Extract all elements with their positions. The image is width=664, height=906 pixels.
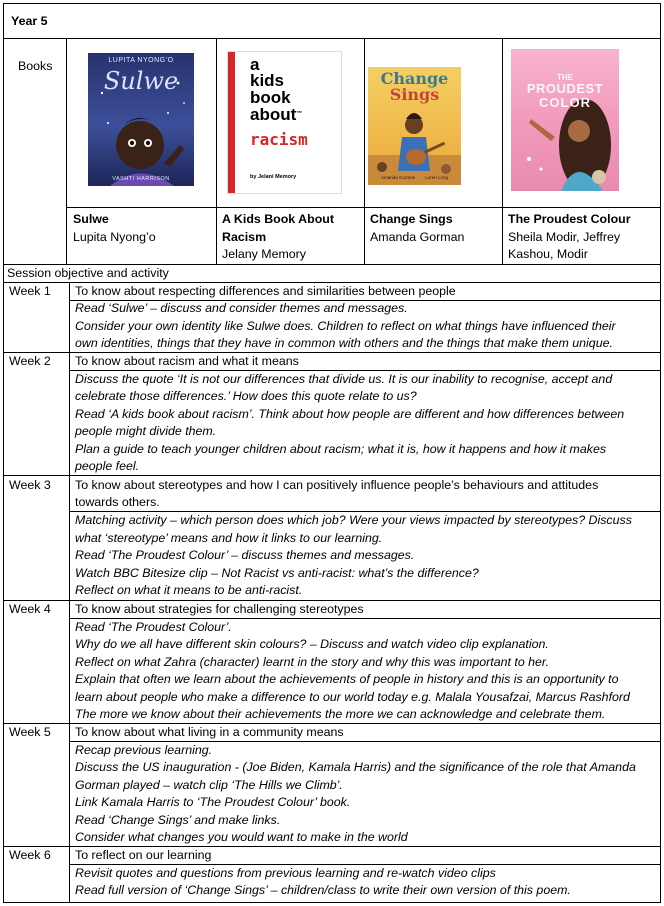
proudest-cover-title-1: THE	[557, 73, 573, 82]
week-activity-line: Recap previous learning.	[75, 743, 213, 757]
week-activity-line: Revisit quotes and questions from previous learning and re-watch video clips	[75, 866, 496, 880]
sulwe-cover-author: LUPITA NYONG’O	[108, 57, 174, 64]
week-objective: To know about racism and what it means	[75, 354, 299, 368]
book-author-proudest-line-2: Kashou, Modir	[508, 247, 588, 261]
week-activity-line: Why do we all have different skin colours? – Discuss and watch video clip explanation.	[75, 637, 549, 651]
book-author-change-sings: Amanda Gorman	[370, 230, 465, 244]
book-cover-sulwe	[88, 53, 194, 186]
week-label: Week 5	[9, 725, 51, 739]
rule-books-col4	[502, 38, 503, 264]
week-activity-line: The more we know about their achievements the more we can acknowledge and celebrate them.	[75, 707, 606, 721]
book-title-racism-line-2: Racism	[222, 230, 267, 244]
change-cover-title-2: Sings	[389, 85, 440, 104]
book-title-sulwe: Sulwe	[73, 212, 109, 226]
book-title-proudest-colour: The Proudest Colour	[508, 212, 631, 226]
week-objective: To know about respecting differences and similarities between people	[75, 284, 456, 298]
week-activity-line: Watch BBC Bitesize clip – Not Racist vs anti-racist: what’s the difference?	[75, 566, 479, 580]
week-activity-line: people might divide them.	[75, 424, 217, 438]
week-activity-line: Read ‘Sulwe’ – discuss and consider themes and messages.	[75, 301, 408, 315]
proudest-cover-title-3: COLOR	[539, 95, 591, 110]
proudest-cover-title-2: PROUDEST	[526, 81, 604, 96]
week-activity-line: Link Kamala Harris to ‘The Proudest Colour’ book.	[75, 795, 351, 809]
book-author-sulwe: Lupita Nyong’o	[73, 230, 156, 244]
week-objective: To reflect on our learning	[75, 848, 212, 862]
week-activity-line: learn about people who make a difference to our world today e.g. Malala Yousafzai, Marcus Rashford	[75, 690, 630, 704]
table-border-top	[3, 3, 661, 4]
week-activity-line: Explain that often we learn about the achievements of people in history and this is an opportunity to	[75, 672, 619, 686]
week-activity-line: Consider your own identity like Sulwe does. Children to reflect on what things have influenced their	[75, 319, 616, 333]
racism-cover-tm: ™	[296, 111, 303, 117]
week-activity-line: Plan a guide to teach younger children about racism; what it is, how it happens and how it makes	[75, 442, 607, 456]
racism-cover-line-1: a	[250, 55, 260, 74]
year-heading: Year 5	[11, 14, 48, 28]
racism-cover-red-word: racism	[250, 130, 308, 149]
week-activity-line: Consider what changes you would want to make in the world	[75, 830, 408, 844]
week-activity-line: people feel.	[75, 459, 140, 473]
session-heading: Session objective and activity	[7, 266, 169, 280]
table-border-left	[3, 3, 4, 903]
week-objective-line: To know about stereotypes and how I can positively influence people’s behaviours and attitudes	[75, 478, 599, 492]
racism-cover-line-4	[250, 106, 302, 123]
racism-cover-stripe	[228, 52, 235, 193]
week-activity-line: own identities, things that they have in common with others and the things that make them unique.	[75, 336, 613, 350]
book-author-proudest-line-1: Sheila Modir, Jeffrey	[508, 230, 621, 244]
week-activity-line: Read ‘The Proudest Colour’.	[75, 620, 232, 634]
racism-cover-line-2: kids	[250, 71, 285, 90]
week-activity-line: Reflect on what it means to be anti-racist.	[75, 583, 303, 597]
sulwe-cover-illustrator: VASHTI HARRISON	[112, 176, 170, 182]
books-label: Books	[18, 59, 53, 73]
week-activity-line: Discuss the quote ‘It is not our differences that divide us. It is our inability to recognise, accept and	[75, 372, 613, 386]
change-cover-authors: Amanda Gorman Loren Long	[380, 175, 449, 180]
sulwe-cover-title: Sulwe	[103, 67, 179, 95]
rule-books-col1	[66, 38, 67, 264]
table-border-right	[660, 3, 661, 903]
week-activity-line: what ‘stereotype’ means and how it links to our learning.	[75, 531, 383, 545]
week-activity-line: celebrate those differences.’ How does this quote relate to us?	[75, 389, 417, 403]
week-activity-line: Read ‘Change Sings’ and make links.	[75, 813, 281, 827]
week-activity-line: Matching activity – which person does which job? Were your views impacted by stereotypes? Discuss	[75, 513, 632, 527]
book-cover-proudest-colour	[511, 49, 619, 191]
week-activity-line: Read full version of ‘Change Sings’ – children/class to write their own version of this poem.	[75, 883, 571, 897]
week-label: Week 1	[9, 284, 51, 298]
book-cover-change-sings	[368, 67, 461, 185]
week-label: Week 2	[9, 354, 51, 368]
rule-week-col	[69, 282, 70, 902]
change-cover-title-1: Change	[380, 69, 449, 88]
rule-books-col3	[364, 38, 365, 264]
book-title-change-sings: Change Sings	[370, 212, 453, 226]
book-title-racism-line-1: A Kids Book About	[222, 212, 334, 226]
week-label: Week 6	[9, 848, 51, 862]
table-border-bottom	[3, 902, 661, 903]
rule-below-year	[3, 38, 661, 39]
rule-books-col2	[216, 38, 217, 264]
week-activity-line: Gorman played – watch clip ‘The Hills we Climb’.	[75, 778, 343, 792]
book-author-racism: Jelany Memory	[222, 247, 307, 261]
racism-cover-about: about	[250, 105, 297, 124]
week-activity-line: Discuss the US inauguration - (Joe Biden, Kamala Harris) and the significance of the role that Amanda	[75, 760, 636, 774]
week-objective-line: towards others.	[75, 495, 160, 509]
week-label: Week 3	[9, 478, 51, 492]
racism-cover-line-3: book	[250, 88, 291, 107]
week-activity-line: Read ‘A kids book about racism’. Think about how people are different and how differences between	[75, 407, 625, 421]
book-cover-kids-book-about-racism	[228, 52, 341, 193]
week-objective: To know about what living in a community means	[75, 725, 344, 739]
week-activity-line: Read ‘The Proudest Colour’ – discuss themes and messages.	[75, 548, 415, 562]
week-objective: To know about strategies for challenging stereotypes	[75, 602, 364, 616]
week-activity-line: Reflect on what Zahra (character) learnt in the story and why this was important to her.	[75, 655, 550, 669]
racism-cover-byline: by Jelani Memory	[250, 174, 297, 180]
week-label: Week 4	[9, 602, 51, 616]
